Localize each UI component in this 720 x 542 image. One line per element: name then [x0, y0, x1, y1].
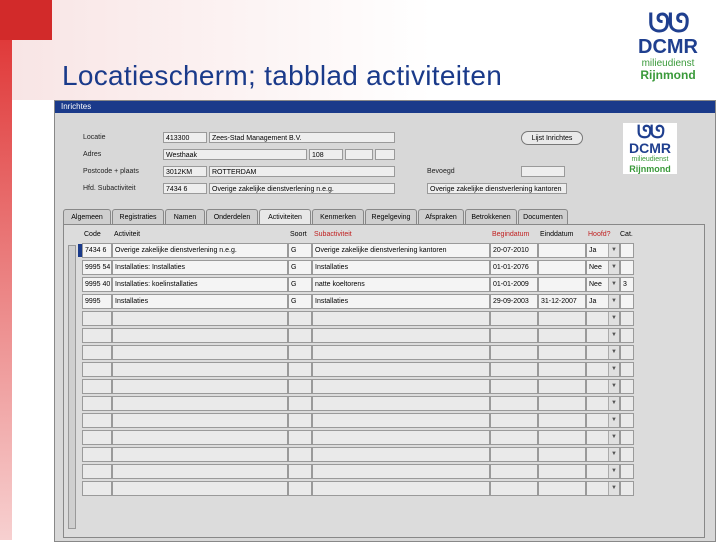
col-header-cat: Cat. [620, 231, 633, 238]
cell-hoofd[interactable] [586, 447, 620, 462]
cell-hoofd[interactable] [586, 413, 620, 428]
cell-soort[interactable] [288, 413, 312, 428]
slide-accent-bar [0, 0, 52, 40]
cell-activiteit[interactable] [112, 464, 288, 479]
cell-soort[interactable] [288, 311, 312, 326]
cell-activiteit[interactable] [112, 328, 288, 343]
cell-activiteit[interactable]: Installaties [112, 294, 288, 309]
cell-hoofd[interactable] [586, 464, 620, 479]
cell-activiteit[interactable] [112, 447, 288, 462]
cell-einddatum[interactable] [538, 311, 586, 326]
cell-hoofd[interactable] [586, 430, 620, 445]
cell-hoofd[interactable] [586, 396, 620, 411]
huisnummer-field[interactable]: 108 [309, 149, 343, 160]
cell-code[interactable] [82, 413, 112, 428]
cell-code[interactable]: 9995 54 [82, 260, 112, 275]
cell-code[interactable]: 9995 40 [82, 277, 112, 292]
cell-begindatum[interactable] [490, 362, 538, 377]
cell-hoofd[interactable]: Ja ▼ [586, 294, 620, 309]
cell-hoofd[interactable] [586, 311, 620, 326]
cell-soort[interactable]: G [288, 243, 312, 258]
cell-einddatum[interactable] [538, 447, 586, 462]
current-row-indicator [78, 244, 82, 257]
dropdown-arrow-icon[interactable]: ▼ [608, 465, 619, 478]
cell-hoofd[interactable]: Ja ▼ [586, 243, 620, 258]
cell-einddatum[interactable] [538, 396, 586, 411]
cell-cat[interactable] [620, 294, 634, 309]
cell-begindatum[interactable] [490, 328, 538, 343]
cell-subactiviteit[interactable] [312, 464, 490, 479]
toevoeging2-field[interactable] [375, 149, 395, 160]
cell-subactiviteit[interactable]: Installaties [312, 294, 490, 309]
cell-code[interactable] [82, 379, 112, 394]
cell-cat[interactable] [620, 311, 634, 326]
dcmr-mini-logo-brand: DCMR [629, 140, 671, 156]
cell-subactiviteit[interactable] [312, 430, 490, 445]
cell-soort[interactable] [288, 362, 312, 377]
cell-code[interactable] [82, 481, 112, 496]
cell-code[interactable] [82, 430, 112, 445]
sbi-code-field[interactable]: 7434 6 [163, 183, 207, 194]
cell-subactiviteit[interactable] [312, 362, 490, 377]
label-locatie: Locatie [83, 134, 106, 141]
cell-cat[interactable] [620, 379, 634, 394]
cell-soort[interactable] [288, 379, 312, 394]
cell-cat[interactable] [620, 430, 634, 445]
dcmr-mini-logo-sub2: Rijnmond [629, 164, 671, 174]
locatie-nr-field[interactable]: 413300 [163, 132, 207, 143]
bevoegd-code-field[interactable] [521, 166, 565, 177]
col-header-activiteit: Activiteit [114, 231, 141, 238]
cell-code[interactable]: 9995 [82, 294, 112, 309]
cell-einddatum[interactable] [538, 243, 586, 258]
cell-soort[interactable]: G [288, 294, 312, 309]
cell-begindatum[interactable]: 01-01-2076 [490, 260, 538, 275]
cell-begindatum[interactable] [490, 396, 538, 411]
cell-soort[interactable] [288, 447, 312, 462]
cell-activiteit[interactable]: Overige zakelijke dienstverlening n.e.g. [112, 243, 288, 258]
dropdown-arrow-icon[interactable]: ▼ [608, 278, 619, 291]
tab-bar [63, 209, 569, 225]
col-header-begindatum: Begindatum [492, 231, 530, 238]
cell-hoofd[interactable] [586, 345, 620, 360]
cell-einddatum[interactable] [538, 260, 586, 275]
dropdown-arrow-icon[interactable]: ▼ [608, 244, 619, 257]
dcmr-logo-mark: ᘎᘎ [648, 8, 688, 38]
cell-activiteit[interactable] [112, 413, 288, 428]
dcmr-logo [628, 10, 708, 82]
cell-cat[interactable] [620, 328, 634, 343]
dcmr-mini-logo-sub: milieudienst [631, 156, 669, 163]
cell-activiteit[interactable] [112, 311, 288, 326]
cell-subactiviteit[interactable] [312, 413, 490, 428]
cell-subactiviteit[interactable] [312, 396, 490, 411]
tab-regelgeving[interactable]: Regelgeving [365, 209, 417, 224]
cell-soort[interactable] [288, 345, 312, 360]
cell-soort[interactable] [288, 430, 312, 445]
cell-begindatum[interactable] [490, 413, 538, 428]
cell-cat[interactable]: 3 [620, 277, 634, 292]
cell-begindatum[interactable]: 01-01-2009 [490, 277, 538, 292]
cell-subactiviteit[interactable]: Overige zakelijke dienstverlening kantoren [312, 243, 490, 258]
dcmr-mini-logo [623, 123, 677, 174]
cell-activiteit[interactable]: Installaties: Installaties [112, 260, 288, 275]
cell-begindatum[interactable] [490, 481, 538, 496]
cell-subactiviteit[interactable] [312, 481, 490, 496]
toevoeging-field[interactable] [345, 149, 373, 160]
cell-subactiviteit[interactable] [312, 311, 490, 326]
label-adres: Adres [83, 151, 102, 158]
cell-einddatum[interactable] [538, 430, 586, 445]
dropdown-arrow-icon[interactable]: ▼ [608, 482, 619, 495]
dropdown-arrow-icon[interactable]: ▼ [608, 414, 619, 427]
cell-soort[interactable] [288, 481, 312, 496]
label-bevoegd: Bevoegd [427, 168, 455, 175]
tab-kenmerken[interactable]: Kenmerken [312, 209, 364, 224]
cell-begindatum[interactable]: 20-07-2010 [490, 243, 538, 258]
cell-soort[interactable] [288, 396, 312, 411]
cell-activiteit[interactable] [112, 481, 288, 496]
cell-begindatum[interactable] [490, 311, 538, 326]
plaats-field[interactable]: ROTTERDAM [209, 166, 395, 177]
cell-einddatum[interactable] [538, 277, 586, 292]
cell-cat[interactable] [620, 464, 634, 479]
cell-begindatum[interactable] [490, 430, 538, 445]
label-hoofd-sbi: Hfd. Subactiviteit [83, 185, 136, 192]
cell-hoofd[interactable] [586, 362, 620, 377]
window-title: Inrichtes [55, 101, 715, 113]
dropdown-arrow-icon[interactable]: ▼ [608, 448, 619, 461]
cell-cat[interactable] [620, 260, 634, 275]
cell-soort[interactable] [288, 464, 312, 479]
dropdown-arrow-icon[interactable]: ▼ [608, 346, 619, 359]
col-header-einddatum: Einddatum [540, 231, 574, 238]
lijst-inrichtes-button[interactable]: Lijst Inrichtes [521, 131, 583, 145]
dcmr-logo-sub2: Rijnmond [640, 68, 696, 82]
bevoegd-omschrijving-field[interactable]: Overige zakelijke dienstverlening kantoren [427, 183, 567, 194]
cell-einddatum[interactable] [538, 464, 586, 479]
dropdown-arrow-icon[interactable]: ▼ [608, 380, 619, 393]
cell-einddatum[interactable] [538, 345, 586, 360]
dropdown-arrow-icon[interactable]: ▼ [608, 397, 619, 410]
cell-hoofd[interactable]: Nee ▼ [586, 260, 620, 275]
cell-subactiviteit[interactable] [312, 379, 490, 394]
col-header-code: Code [84, 231, 101, 238]
col-header-hoofd: Hoofd? [588, 231, 611, 238]
cell-cat[interactable] [620, 243, 634, 258]
cell-begindatum[interactable] [490, 345, 538, 360]
cell-cat[interactable] [620, 345, 634, 360]
cell-cat[interactable] [620, 362, 634, 377]
cell-soort[interactable]: G [288, 277, 312, 292]
cell-activiteit[interactable] [112, 345, 288, 360]
tab-afspraken[interactable]: Afspraken [418, 209, 464, 224]
col-header-subactiviteit: Subactiviteit [314, 231, 352, 238]
cell-hoofd[interactable] [586, 328, 620, 343]
cell-begindatum[interactable] [490, 447, 538, 462]
cell-einddatum[interactable]: 31-12-2007 [538, 294, 586, 309]
cell-activiteit[interactable] [112, 430, 288, 445]
cell-subactiviteit[interactable]: natte koeltorens [312, 277, 490, 292]
grid-scrollbar[interactable] [68, 245, 76, 529]
cell-einddatum[interactable] [538, 481, 586, 496]
sbi-omschrijving-field[interactable]: Overige zakelijke dienstverlening n.e.g. [209, 183, 395, 194]
cell-code[interactable] [82, 311, 112, 326]
dropdown-arrow-icon[interactable]: ▼ [608, 312, 619, 325]
cell-subactiviteit[interactable] [312, 328, 490, 343]
dcmr-logo-brand: DCMR [638, 36, 698, 58]
cell-cat[interactable] [620, 396, 634, 411]
dropdown-arrow-icon[interactable]: ▼ [608, 329, 619, 342]
cell-code[interactable] [82, 362, 112, 377]
postcode-field[interactable]: 3012KM [163, 166, 207, 177]
tab-onderdelen[interactable]: Onderdelen [206, 209, 258, 224]
dcmr-logo-sub: milieudienst [641, 58, 695, 69]
cell-subactiviteit[interactable]: Installaties [312, 260, 490, 275]
slide-accent-stripe [0, 40, 12, 540]
cell-cat[interactable] [620, 447, 634, 462]
tab-betrokkenen[interactable]: Betrokkenen [465, 209, 517, 224]
cell-code[interactable] [82, 464, 112, 479]
tab-documenten[interactable]: Documenten [518, 209, 568, 224]
cell-code[interactable] [82, 396, 112, 411]
tab-activiteiten[interactable]: Activiteiten [259, 209, 311, 225]
cell-cat[interactable] [620, 481, 634, 496]
cell-begindatum[interactable]: 29-09-2003 [490, 294, 538, 309]
activiteiten-panel [63, 224, 705, 538]
cell-code[interactable]: 7434 6 [82, 243, 112, 258]
dropdown-arrow-icon[interactable]: ▼ [608, 431, 619, 444]
tab-namen[interactable]: Namen [165, 209, 205, 224]
cell-subactiviteit[interactable] [312, 345, 490, 360]
cell-hoofd[interactable]: Nee ▼ [586, 277, 620, 292]
cell-begindatum[interactable] [490, 379, 538, 394]
tab-registraties[interactable]: Registraties [112, 209, 164, 224]
straat-field[interactable]: Westhaak [163, 149, 307, 160]
tab-algemeen[interactable]: Algemeen [63, 209, 111, 224]
cell-activiteit[interactable] [112, 379, 288, 394]
col-header-soort: Soort [290, 231, 307, 238]
cell-einddatum[interactable] [538, 413, 586, 428]
cell-soort[interactable]: G [288, 260, 312, 275]
application-window [54, 100, 716, 542]
dropdown-arrow-icon[interactable]: ▼ [608, 295, 619, 308]
dropdown-arrow-icon[interactable]: ▼ [608, 261, 619, 274]
cell-begindatum[interactable] [490, 464, 538, 479]
slide-title: Locatiescherm; tabblad activiteiten [62, 60, 503, 91]
cell-subactiviteit[interactable] [312, 447, 490, 462]
cell-einddatum[interactable] [538, 328, 586, 343]
cell-hoofd[interactable] [586, 481, 620, 496]
cell-einddatum[interactable] [538, 362, 586, 377]
cell-code[interactable] [82, 328, 112, 343]
label-postcode: Postcode + plaats [83, 168, 139, 175]
cell-code[interactable] [82, 447, 112, 462]
cell-activiteit[interactable]: Installaties: koelinstallaties [112, 277, 288, 292]
cell-activiteit[interactable] [112, 396, 288, 411]
dcmr-mini-logo-mark: ᘎᘎ [637, 122, 663, 142]
cell-einddatum[interactable] [538, 379, 586, 394]
cell-hoofd[interactable] [586, 379, 620, 394]
cell-code[interactable] [82, 345, 112, 360]
dropdown-arrow-icon[interactable]: ▼ [608, 363, 619, 376]
cell-soort[interactable] [288, 328, 312, 343]
cell-cat[interactable] [620, 413, 634, 428]
cell-activiteit[interactable] [112, 362, 288, 377]
locatie-naam-field[interactable]: Zees-Stad Management B.V. [209, 132, 395, 143]
